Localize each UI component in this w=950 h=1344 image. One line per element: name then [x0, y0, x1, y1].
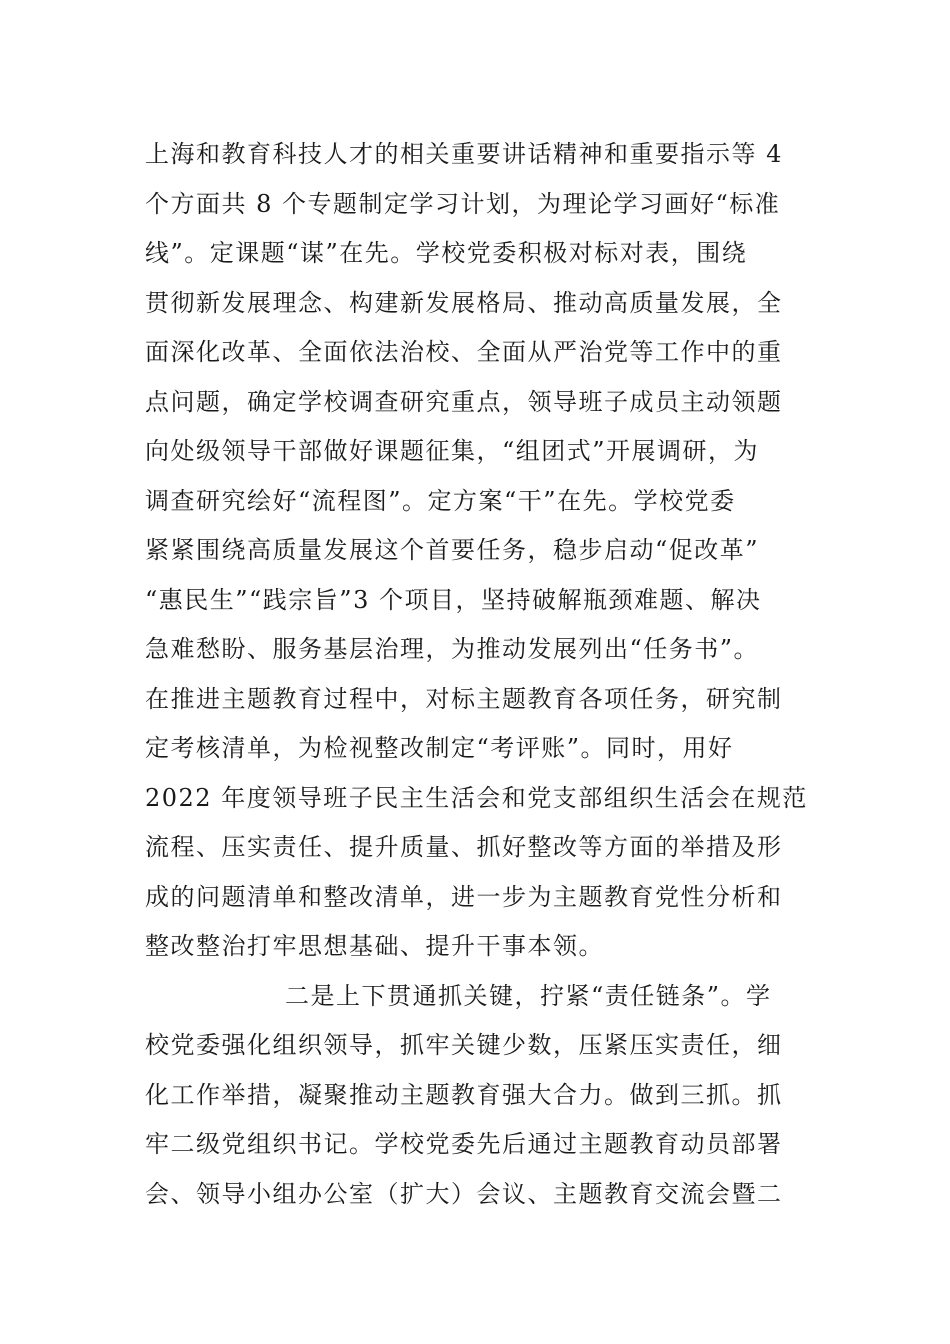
body-text	[145, 130, 810, 1219]
text-line: 调查研究绘好“流程图”。定方案“干”在先。学校党委	[145, 486, 736, 515]
text-line: 在推进主题教育过程中，对标主题教育各项任务，研究制	[145, 684, 783, 713]
text-line: 急难愁盼、服务基层治理，为推动发展列出“任务书”。	[145, 635, 760, 663]
text-line: 成的问题清单和整改清单，进一步为主题教育党性分析和	[145, 882, 783, 911]
text-line: 会、领导小组办公室（扩大）会议、主题教育交流会暨二	[145, 1179, 783, 1208]
text-line: 2022 年度领导班子民主生活会和党支部组织生活会在规范	[145, 783, 808, 812]
text-line: 点问题，确定学校调查研究重点，领导班子成员主动领题	[145, 387, 783, 416]
text-line: 定考核清单，为检视整改制定“考评账”。同时，用好	[145, 734, 734, 762]
text-line: 上海和教育科技人才的相关重要讲话精神和重要指示等 4	[145, 140, 783, 168]
text-line: “惠民生”“践宗旨”3 个项目，坚持破解瓶颈难题、解决	[145, 585, 762, 614]
text-line: 紧紧围绕高质量发展这个首要任务，稳步启动“促改革”	[145, 536, 760, 564]
text-line: 面深化改革、全面依法治校、全面从严治党等工作中的重	[145, 338, 783, 366]
paragraph-heading-line: 二是上下贯通抓关键，拧紧“责任链条”。学	[285, 981, 772, 1010]
text-line: 整改整治打牢思想基础、提升干事本领。	[145, 932, 604, 960]
text-line: 线”。定课题“谋”在先。学校党委积极对标对表，围绕	[145, 239, 748, 267]
text-line: 向处级领导干部做好课题征集，“组团式”开展调研，为	[145, 437, 760, 465]
text-line: 流程、压实责任、提升质量、抓好整改等方面的举措及形	[145, 833, 783, 861]
text-line: 校党委强化组织领导，抓牢关键少数，压紧压实责任，细	[145, 1031, 783, 1059]
text-line: 个方面共 8 个专题制定学习计划，为理论学习画好“标准	[145, 189, 781, 218]
text-line: 贯彻新发展理念、构建新发展格局、推动高质量发展，全	[145, 288, 783, 317]
text-line: 牢二级党组织书记。学校党委先后通过主题教育动员部署	[145, 1130, 783, 1158]
text-line: 化工作举措，凝聚推动主题教育强大合力。做到三抓。抓	[145, 1080, 783, 1109]
